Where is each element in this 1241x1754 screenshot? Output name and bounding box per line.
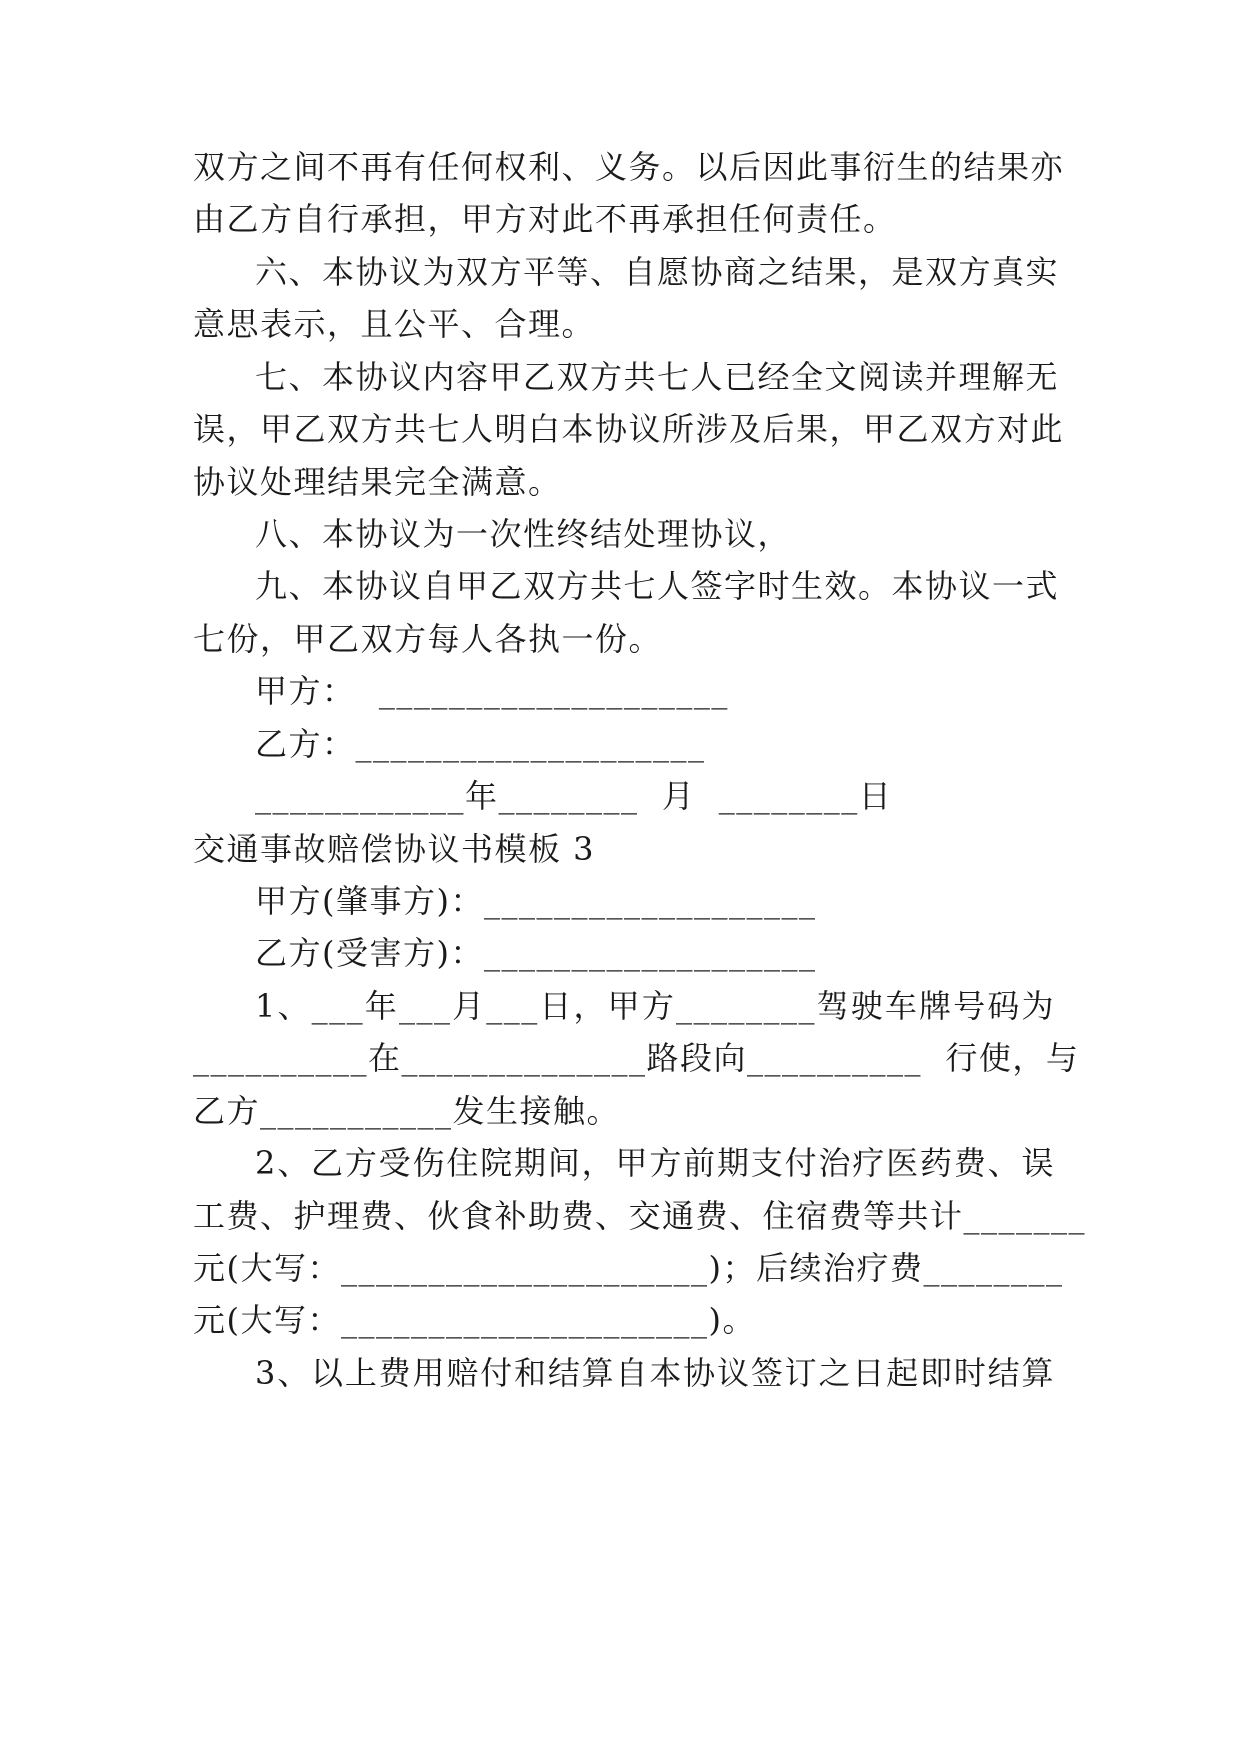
paragraph-line-2: 由乙方自行承担，甲方对此不再承担任何责任。 <box>193 200 897 238</box>
paragraph-line-1: 双方之间不再有任何权利、义务。以后因此事衍生的结果亦 <box>193 148 1065 186</box>
item-2-line-1: 2、乙方受伤住院期间，甲方前期支付治疗医药费、误 <box>255 1144 1055 1182</box>
clause-seven-line-3: 协议处理结果完全满意。 <box>193 463 562 501</box>
item-1-line-1: 1、___年___月___日，甲方________驾驶车牌号码为 <box>255 987 1055 1025</box>
clause-six-line-2: 意思表示，且公平、合理。 <box>193 305 596 343</box>
clause-seven-line-1: 七、本协议内容甲乙双方共七人已经全文阅读并理解无 <box>255 358 1060 396</box>
party-a-field: 甲方(肇事方)：___________________ <box>255 882 817 920</box>
item-2-line-3: 元(大写：_____________________)；后续治疗费________ <box>193 1249 1064 1287</box>
clause-eight-line: 八、本协议为一次性终结处理协议， <box>255 515 792 553</box>
party-a-signature-line: 甲方： ____________________ <box>255 672 729 710</box>
party-b-field: 乙方(受害方)：___________________ <box>255 934 817 972</box>
item-2-line-4: 元(大写：_____________________)。 <box>193 1301 756 1339</box>
item-2-line-2: 工费、护理费、伙食补助费、交通费、住宿费等共计_______ <box>193 1197 1087 1235</box>
clause-six-line-1: 六、本协议为双方平等、自愿协商之结果，是双方真实 <box>255 253 1060 291</box>
item-1-line-2: __________在______________路段向__________ 行使，与 <box>193 1039 1080 1077</box>
clause-nine-line-2: 七份，甲乙双方每人各执一份。 <box>193 620 663 658</box>
item-3-line-1: 3、以上费用赔付和结算自本协议签订之日起即时结算 <box>255 1354 1055 1392</box>
item-1-line-3: 乙方___________发生接触。 <box>193 1092 621 1130</box>
signature-date-line: ____________年________ 月 ________日 <box>255 777 893 815</box>
clause-seven-line-2: 误，甲乙双方共七人明白本协议所涉及后果，甲乙双方对此 <box>193 410 1065 448</box>
section-title: 交通事故赔偿协议书模板 3 <box>193 830 596 868</box>
clause-nine-line-1: 九、本协议自甲乙双方共七人签字时生效。本协议一式 <box>255 567 1060 605</box>
party-b-signature-line: 乙方：____________________ <box>255 725 706 763</box>
